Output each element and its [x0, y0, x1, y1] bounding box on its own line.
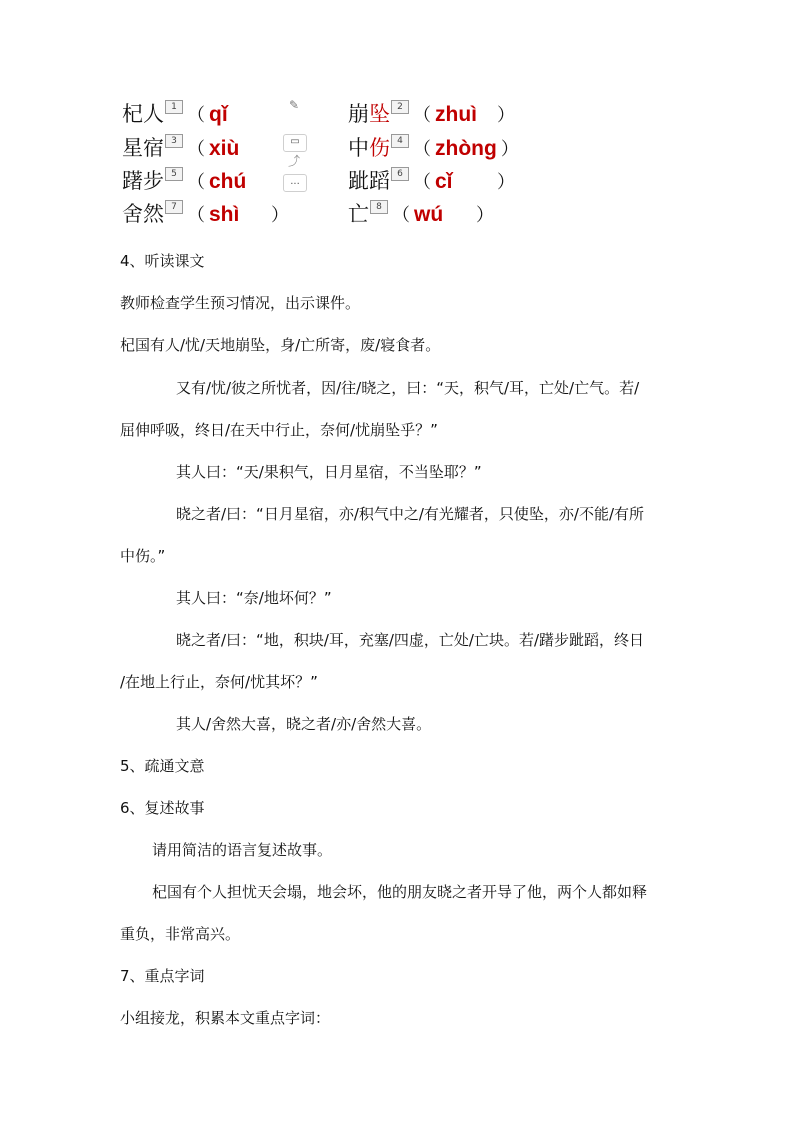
- hanzi-highlight: 伤: [369, 136, 390, 160]
- open-paren: （: [392, 205, 410, 226]
- hanzi-text: [122, 202, 164, 226]
- pinyin-text: xiù: [209, 137, 240, 160]
- pinyin-text: chú: [209, 170, 247, 193]
- paragraph: 请用简洁的语言复述故事。: [152, 841, 333, 859]
- pinyin-item: [122, 165, 275, 195]
- hanzi-plain: 星宿: [122, 136, 164, 160]
- hanzi-text: [122, 102, 164, 126]
- open-paren: （: [187, 105, 205, 126]
- close-paren: ）: [497, 172, 515, 193]
- pinyin-text: cǐ: [435, 170, 453, 193]
- section-heading: 7、重点字词: [120, 967, 205, 985]
- hanzi-text: [348, 169, 390, 193]
- footnote-number: 8: [370, 200, 388, 214]
- footnote-number: 4: [391, 134, 409, 148]
- paragraph: 小组接龙，积累本文重点字词：: [120, 1009, 331, 1027]
- hanzi-highlight: 坠: [369, 102, 390, 126]
- footnote-number: 5: [165, 167, 183, 181]
- paragraph: 杞国有个人担忧天会塌，地会坏，他的朋友晓之者开导了他，两个人都如释: [152, 883, 648, 901]
- hanzi-text: [122, 136, 164, 160]
- section-heading: 4、听读课文: [120, 252, 205, 270]
- section-heading: 6、复述故事: [120, 799, 205, 817]
- footnote-number: 7: [165, 200, 183, 214]
- pinyin-item: [348, 98, 519, 128]
- open-paren: （: [413, 139, 431, 160]
- hanzi-plain: 杞人: [122, 102, 164, 126]
- paragraph: 中伤。”: [120, 547, 166, 565]
- paragraph: 教师检查学生预习情况，出示课件。: [120, 294, 361, 312]
- hanzi-text: [122, 169, 164, 193]
- footnote-number: 1: [165, 100, 183, 114]
- pinyin-item: [122, 198, 293, 228]
- paragraph: 其人曰：“天/果积气，日月星宿，不当坠耶？”: [176, 463, 482, 481]
- pinyin-item: [348, 198, 498, 228]
- hanzi-text: [348, 136, 390, 160]
- paragraph: 晓之者/曰：“地，积块/耳，充塞/四虚，亡处/亡块。若/躇步跐蹈，终日: [176, 631, 645, 649]
- hanzi-text: [348, 102, 390, 126]
- open-paren: （: [413, 105, 431, 126]
- pinyin-text: zhòng: [435, 137, 497, 160]
- pinyin-item: [348, 165, 519, 195]
- hanzi-plain: 崩: [348, 102, 369, 126]
- paragraph: 屈伸呼吸，终日/在天中行止，奈何/忧崩坠乎？”: [120, 421, 438, 439]
- hanzi-plain: 跐蹈: [348, 169, 390, 193]
- pinyin-item: [348, 132, 523, 162]
- pinyin-text: shì: [209, 203, 240, 226]
- footnote-number: 2: [391, 100, 409, 114]
- hanzi-plain: 亡: [348, 202, 369, 226]
- hanzi-plain: 躇步: [122, 169, 164, 193]
- floating-toolbar: [279, 96, 309, 192]
- paragraph: 杞国有人/忧/天地崩坠，身/亡所寄，废/寝食者。: [120, 336, 441, 354]
- hanzi-text: [348, 202, 369, 226]
- paragraph: 晓之者/曰：“日月星宿，亦/积气中之/有光耀者，只使坠，亦/不能/有所: [176, 505, 645, 523]
- pinyin-text: qǐ: [209, 103, 228, 126]
- footnote-number: 3: [165, 134, 183, 148]
- paragraph: 其人曰：“奈/地坏何？”: [176, 589, 332, 607]
- close-paren: ）: [497, 105, 515, 126]
- pinyin-item: [122, 132, 275, 162]
- close-paren: ）: [500, 139, 519, 160]
- paragraph: 又有/忧/彼之所忧者，因/往/晓之，曰：“天，积气/耳，亡处/亡气。若/: [176, 379, 640, 397]
- pinyin-exercise: [122, 98, 562, 228]
- more-button[interactable]: ...: [283, 174, 307, 192]
- close-paren: ）: [476, 205, 494, 226]
- paragraph: 重负，非常高兴。: [120, 925, 241, 943]
- screen-icon[interactable]: ▭: [283, 134, 307, 152]
- pen-icon[interactable]: ✎: [288, 98, 300, 112]
- hanzi-plain: 中: [348, 136, 369, 160]
- paragraph: 其人/舍然大喜，晓之者/亦/舍然大喜。: [176, 715, 432, 733]
- open-paren: （: [187, 205, 205, 226]
- close-paren: ）: [271, 205, 289, 226]
- open-paren: （: [187, 139, 205, 160]
- pinyin-text: wú: [414, 203, 444, 226]
- footnote-number: 6: [391, 167, 409, 181]
- open-paren: （: [187, 172, 205, 193]
- hanzi-plain: 舍然: [122, 202, 164, 226]
- paragraph: /在地上行止，奈何/忧其坏？”: [120, 673, 318, 691]
- cursor-icon[interactable]: ⤴: [287, 154, 300, 168]
- section-heading: 5、疏通文意: [120, 757, 205, 775]
- open-paren: （: [413, 172, 431, 193]
- pinyin-item: [122, 98, 275, 128]
- pinyin-text: zhuì: [435, 103, 477, 126]
